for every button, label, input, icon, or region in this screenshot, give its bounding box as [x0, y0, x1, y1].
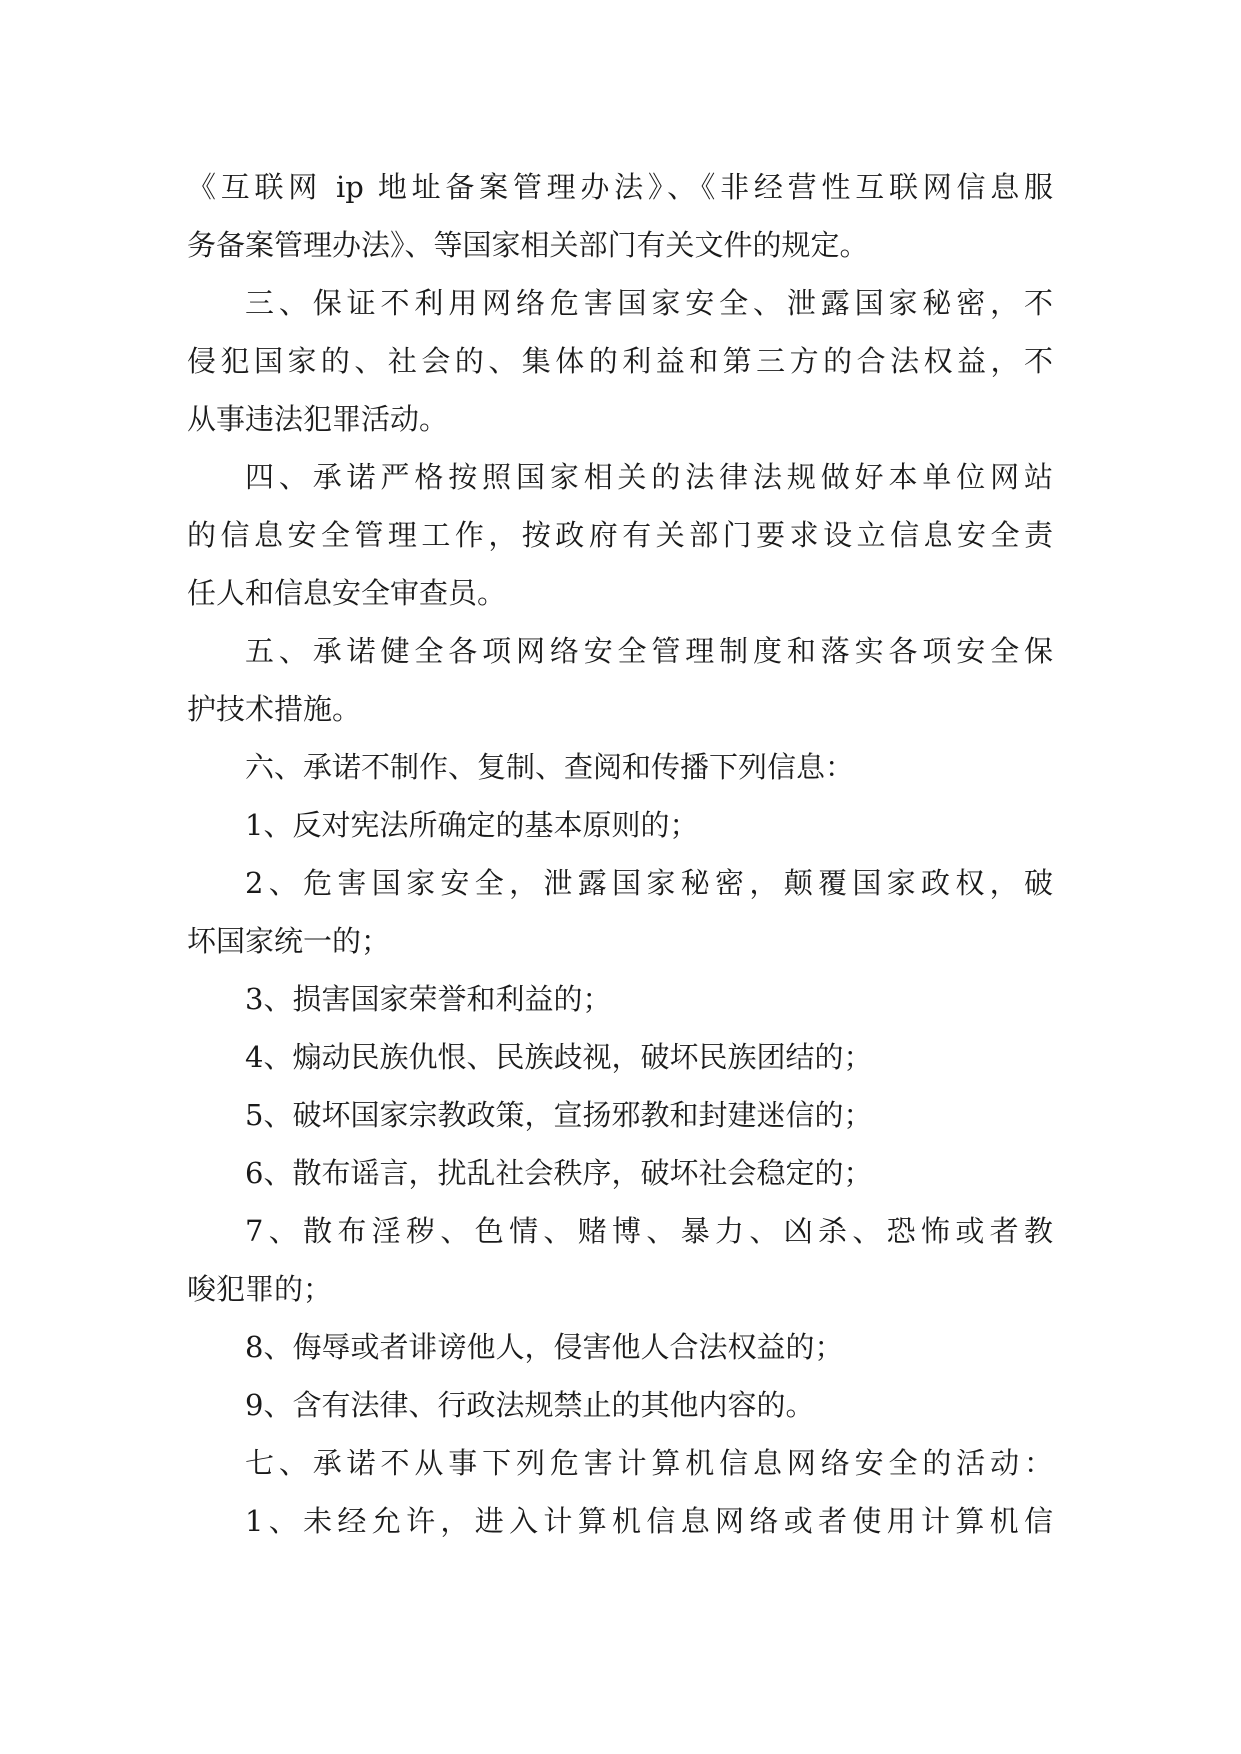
text-line: 6、散布谣言，扰乱社会秩序，破坏社会稳定的； — [245, 1156, 873, 1190]
text-line: 三、保证不利用网络危害国家安全、泄露国家秘密，不 — [245, 286, 1053, 320]
text-line: 七、承诺不从事下列危害计算机信息网络安全的活动： — [245, 1446, 1053, 1480]
text-line: 五、承诺健全各项网络安全管理制度和落实各项安全保 — [245, 634, 1053, 668]
text-line: 护技术措施。 — [187, 692, 362, 726]
text-line: 《互联网 ip 地址备案管理办法》、《非经营性互联网信息服 — [187, 170, 1053, 204]
document-body — [187, 158, 1053, 1550]
text-line: 8、侮辱或者诽谤他人，侵害他人合法权益的； — [245, 1330, 844, 1364]
text-line: 7、散布淫秽、色情、赌博、暴力、凶杀、恐怖或者教 — [245, 1214, 1053, 1248]
text-line: 从事违法犯罪活动。 — [187, 402, 449, 436]
text-line: 的信息安全管理工作，按政府有关部门要求设立信息安全责 — [187, 518, 1053, 552]
text-line: 六、承诺不制作、复制、查阅和传播下列信息： — [245, 750, 855, 784]
text-line: 唆犯罪的； — [187, 1272, 333, 1306]
text-line: 侵犯国家的、社会的、集体的利益和第三方的合法权益，不 — [187, 344, 1053, 378]
text-line: 任人和信息安全审查员。 — [187, 576, 507, 610]
text-line: 2、危害国家安全，泄露国家秘密，颠覆国家政权，破 — [245, 866, 1053, 900]
text-line: 4、煽动民族仇恨、民族歧视，破坏民族团结的； — [245, 1040, 873, 1074]
text-line: 1、反对宪法所确定的基本原则的； — [245, 808, 699, 842]
text-line: 四、承诺严格按照国家相关的法律法规做好本单位网站 — [245, 460, 1053, 494]
text-line: 9、含有法律、行政法规禁止的其他内容的。 — [245, 1388, 815, 1422]
text-line: 3、损害国家荣誉和利益的； — [245, 982, 612, 1016]
text-line: 1、未经允许，进入计算机信息网络或者使用计算机信 — [245, 1504, 1053, 1538]
text-line: 务备案管理办法》、等国家相关部门有关文件的规定。 — [187, 228, 869, 262]
text-line: 5、破坏国家宗教政策，宣扬邪教和封建迷信的； — [245, 1098, 873, 1132]
text-line: 坏国家统一的； — [187, 924, 391, 958]
